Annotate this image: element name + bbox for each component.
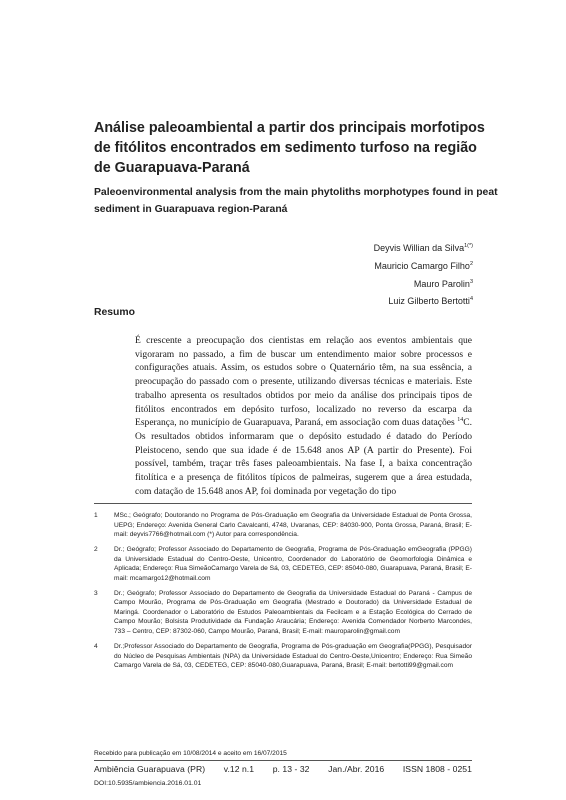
author-affiliation-mark: 2 [469,260,473,267]
doi: DOI:10.5935/ambiencia.2016.01.01 [94,780,202,787]
footnote-divider [94,503,472,504]
abstract-text-part-2: C. Os resultados obtidos informaram que o depósito estudado é datado do Período Pleistoceno, sendo que sua idade é de 15.648 anos AP (A partir do Presente). Foi possível, também, traçar três fases paleoambientais. Na fase I, a baixa concentração fitolítica e a presença de fitólitos típicos de palmeiras, sugerem que a área estudada, com datação de 15.648 anos AP, foi dominada por vegetação do tipo [135,417,472,497]
title-portuguese: Análise paleoambiental a partir dos principais morfotipos de fitólitos encontrados em sedimento turfoso na região de Guarapuava-Paraná [94,120,485,176]
author [374,240,473,258]
footnote [94,545,472,583]
abstract-heading: Resumo [94,307,135,318]
isotope-superscript: 14 [457,417,464,424]
journal-footer-divider [94,760,472,761]
footnote [94,589,472,637]
footnote-text: Dr.;Professor Associado do Departamento de Geografia, Programa de Pós-graduação em Geografia(PPGG), Pesquisador do Núcleo de Pesquisas Ambientais (NPA) da Universidade Estadual do Centro-Oeste,Unicentro; Endereço: Rua Simeão Camargo Varela de Sá, 03, CEDETEG, CEP: 85040-080,Guarapuava, Paraná, Brasil; E-mail: bertotti99@gmail.com [114,643,472,670]
footnote [94,642,472,671]
footnote-number: 4 [94,643,98,651]
footnote-number: 3 [94,589,98,597]
author-name: Luiz Gilberto Bertotti [388,296,470,307]
title-english: Paleoenvironmental analysis from the main phytoliths morphotypes found in peat sediment in Guarapuava region-Paraná [94,187,498,215]
author-affiliation-mark: 4 [469,296,473,303]
footnote [94,511,472,540]
author [374,258,473,276]
journal-issn: ISSN 1808 - 0251 [402,764,472,774]
journal-date: Jan./Abr. 2016 [328,764,385,774]
journal-volume: v.12 n.1 [223,764,255,774]
author [374,276,473,294]
footnotes [94,511,472,676]
author [374,293,473,311]
author-affiliation-mark: 3 [469,278,473,285]
footnote-number: 1 [94,512,98,519]
abstract-body [135,334,472,498]
footnote-text: Dr.; Geógrafo; Professor Associado do Departamento de Geografia da Universidade Estadual do Paraná - Campus de Campo Mourão, Programa de Pós-Graduação em Geografia (Mestrado e Doutorado) da Universidade Estadual de Maringá. Coordenador o Laboratório de Estudos Paleoambientais da Fecilcam e a Estação Ecológica do Cerrado de Campo Mourão; Bolsista Produtividade da Fundação Araucária; Endereço: Avenida Comendador Norberto Marcondes, 733 – Centro, CEP: 87302-060, Campo Mourão, Paraná, Brasil; E-mail: mauroparolin@gmail.com [114,589,472,635]
footnote-number: 2 [94,546,98,554]
author-list [374,240,473,311]
author-name: Deyvis Willian da Silva [373,243,465,253]
author-name: Mauro Parolin [413,278,470,289]
journal-footer [94,764,472,774]
received-accepted-dates: Recebido para publicação em 10/08/2014 e aceito em 16/07/2015 [94,750,287,757]
abstract-text-part-1: É crescente a preocupação dos cientistas em relação aos eventos ambientais que vigoraram no passado, a fim de buscar um entendimento maior sobre processos e configurações atuais. Assim, os estudos sobre o Quaternário têm, na sua essência, a preocupação do passado com o presente, utilizando diversas técnicas e materiais. Este trabalho apresenta os resultados obtidos por meio da análise dos principais tipos de fitólitos encontrados em depósito turfoso, localizado no reverso da escarpa da Esperança, no município de Guarapuava, Paraná, em associação com duas datações [135,335,472,429]
footnote-text: MSc.; Geógrafo; Doutorando no Programa de Pós-Graduação em Geografia da Universidade Estadual de Ponta Grossa, UEPG; Endereço: Avenida General Carlo Cavalcanti, 4748, Uvaranas, CEP: 84030-900, Ponta Grossa, Paraná, Brasil; E-mail: deyvis7766@hotmail.com (*) Autor para correspondência. [114,512,472,538]
journal-pages: p. 13 - 32 [272,764,310,774]
author-affiliation-mark: 1(*) [464,243,473,249]
journal-name: Ambiência Guarapuava (PR) [94,764,206,774]
footnote-text: Dr.; Geógrafo; Professor Associado do Departamento de Geografia, Programa de Pós-Graduação emGeografia (PPGG) da Universidade Estadual do Centro-Oeste, Unicentro, Coordenador do Laboratório de Geomorfologia Dinâmica e Aplicada; Endereço: Rua SimeãoCamargo Varela de Sá, 03, CEDETEG, CEP: 85040-080, Guarapuava, Paraná, Brasil; E-mail: mcamargo12@hotmail.com [114,546,472,582]
author-name: Mauricio Camargo Filho [374,260,470,271]
